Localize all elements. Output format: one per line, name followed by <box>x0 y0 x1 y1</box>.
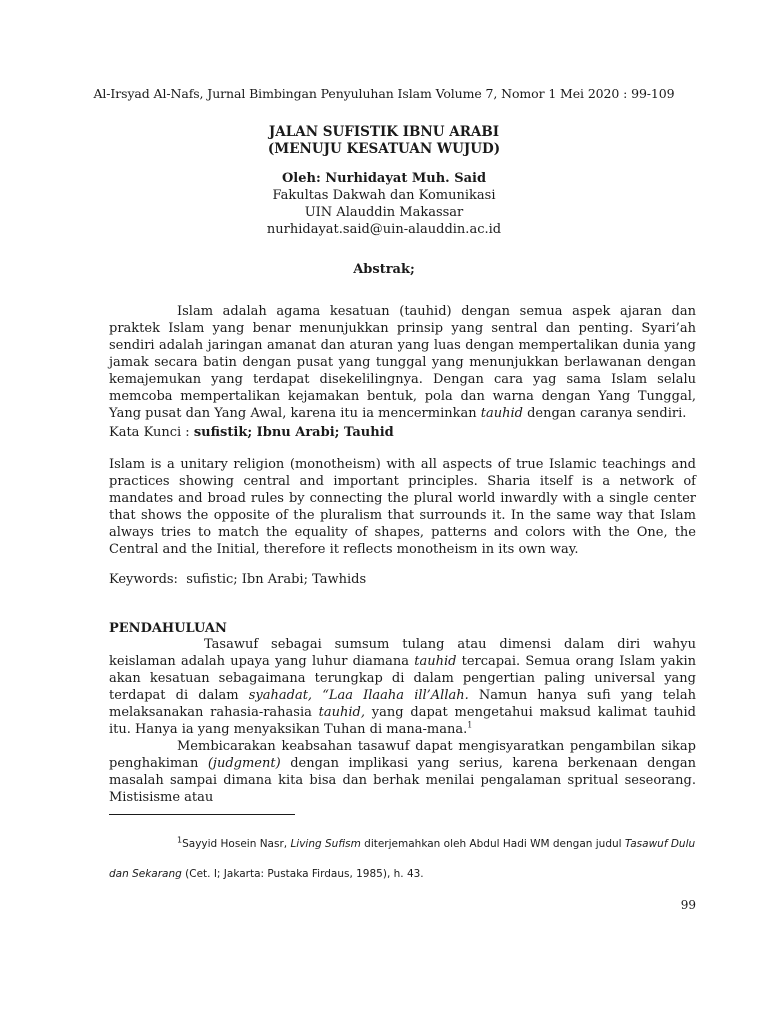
author-university: UIN Alauddin Makassar <box>304 205 464 220</box>
p1-text-c: Namun hanya sufi yang telah melaksanakan rahasia-rahasia <box>109 688 696 720</box>
author-email: nurhidayat.said@uin-alauddin.ac.id <box>266 222 502 237</box>
abstract-id-text-1: Islam adalah agama kesatuan (tauhid) dengan semua aspek ajaran dan praktek Islam yang benar menunjukkan prinsip yang sentral dan penting. Syari’ah sendiri adalah jaringan amanat dan aturan yang luas dengan mempertalikan dunia yang jamak secara batin dengan pusat yang tunggal yang menunjukkan berlawanan dengan kemajemukan yang terdapat disekelilingnya. Dengan cara yag sama Islam selalu memcoba mempertalikan kejamakan bentuk, pola dan warna dengan Yang Tunggal, Yang pusat dan Yang Awal, karena itu ia mencerminkan <box>109 304 696 421</box>
author-block <box>0 170 768 238</box>
keywords-id-values: sufistik; Ibnu Arabi; Tauhid <box>193 425 394 440</box>
abstract-heading: Abstrak; <box>353 262 415 277</box>
p1-text-d: yang dapat mengetahui maksud kalimat tauhid itu. Hanya ia yang menyaksikan Tuhan di mana-mana. <box>109 705 696 737</box>
footnote-text-1: Sayyid Hosein Nasr, <box>182 838 291 850</box>
abstract-indonesian <box>109 303 696 422</box>
p1-italic-3: tauhid, <box>318 705 366 720</box>
footnote-reference[interactable]: 1 <box>467 720 473 730</box>
footnote-text-3: (Cet. I; Jakarta: Pustaka Firdaus, 1985), h. 43. <box>181 868 424 880</box>
keywords-english <box>109 571 696 588</box>
footnote-separator <box>109 814 295 815</box>
author-name: Oleh: Nurhidayat Muh. Said <box>281 171 487 186</box>
p2-text-b: dengan implikasi yang serius, karena berkenaan dengan masalah sampai dimana kita bisa dan berhak menilai pengalaman spritual seseorang. Mistisisme atau <box>109 756 697 805</box>
author-faculty: Fakultas Dakwah dan Komunikasi <box>272 188 496 203</box>
intro-paragraph-2 <box>109 738 696 806</box>
keywords-en-label: Keywords: <box>109 572 178 587</box>
p1-italic-2: syahadat, “Laa Ilaaha ill’Allah. <box>248 688 469 703</box>
p1-text-a: Tasawuf sebagai sumsum tulang atau dimensi dalam diri wahyu keislaman adalah upaya yang luhur diamana <box>109 637 696 669</box>
footnote-line-1 <box>109 836 699 852</box>
p1-text-b: tercapai. Semua orang Islam yakin akan kesatuan sebagaimana terungkap di dalam pengertian paling universal yang terdapat di dalam <box>109 654 696 703</box>
footnote-text-2: diterjemahkan oleh Abdul Hadi WM dengan judul <box>360 838 625 850</box>
article-title <box>0 124 768 158</box>
keywords-id-label: Kata Kunci : <box>109 425 194 440</box>
section-heading: PENDAHULUAN <box>109 621 227 636</box>
p2-text-a: Membicarakan keabsahan tasawuf dapat mengisyaratkan pengambilan sikap penghakiman <box>109 739 696 771</box>
keywords-en-values: sufistic; Ibn Arabi; Tawhids <box>186 572 367 587</box>
title-line-1: JALAN SUFISTIK IBNU ARABI <box>268 124 500 140</box>
p1-italic-1: tauhid <box>414 654 457 669</box>
running-head: Al-Irsyad Al-Nafs, Jurnal Bimbingan Penyuluhan Islam Volume 7, Nomor 1 Mei 2020 : 99-109 <box>93 86 675 101</box>
abstract-id-text-2: dengan caranya sendiri. <box>522 406 687 421</box>
p2-italic-1: (judgment) <box>207 756 281 771</box>
footnote-italic-2: Tasawuf Dulu <box>624 838 696 850</box>
abstract-english: Islam is a unitary religion (monotheism) with all aspects of true Islamic teachings and practices showing central and important principles. Sharia itself is a network of mandates and broad rules by connecting the plural world inwardly with a single center that shows the opposite of the pluralism that surrounds it. In the same way that Islam always tries to match the equality of shapes, patterns and colors with the One, the Central and the Initial, therefore it reflects monotheism in its own way. <box>109 457 696 557</box>
title-line-2: (MENUJU KESATUAN WUJUD) <box>267 141 501 157</box>
abstract-id-italic: tauhid <box>480 406 523 421</box>
keywords-indonesian <box>109 424 696 441</box>
footnote-marker: 1 <box>177 835 183 845</box>
intro-paragraph-1 <box>109 636 696 738</box>
footnote-italic-3: dan Sekarang <box>109 868 182 880</box>
footnote-line-2 <box>109 866 699 882</box>
footnote-italic-1: Living Sufism <box>290 838 361 850</box>
page-number: 99 <box>680 898 696 912</box>
